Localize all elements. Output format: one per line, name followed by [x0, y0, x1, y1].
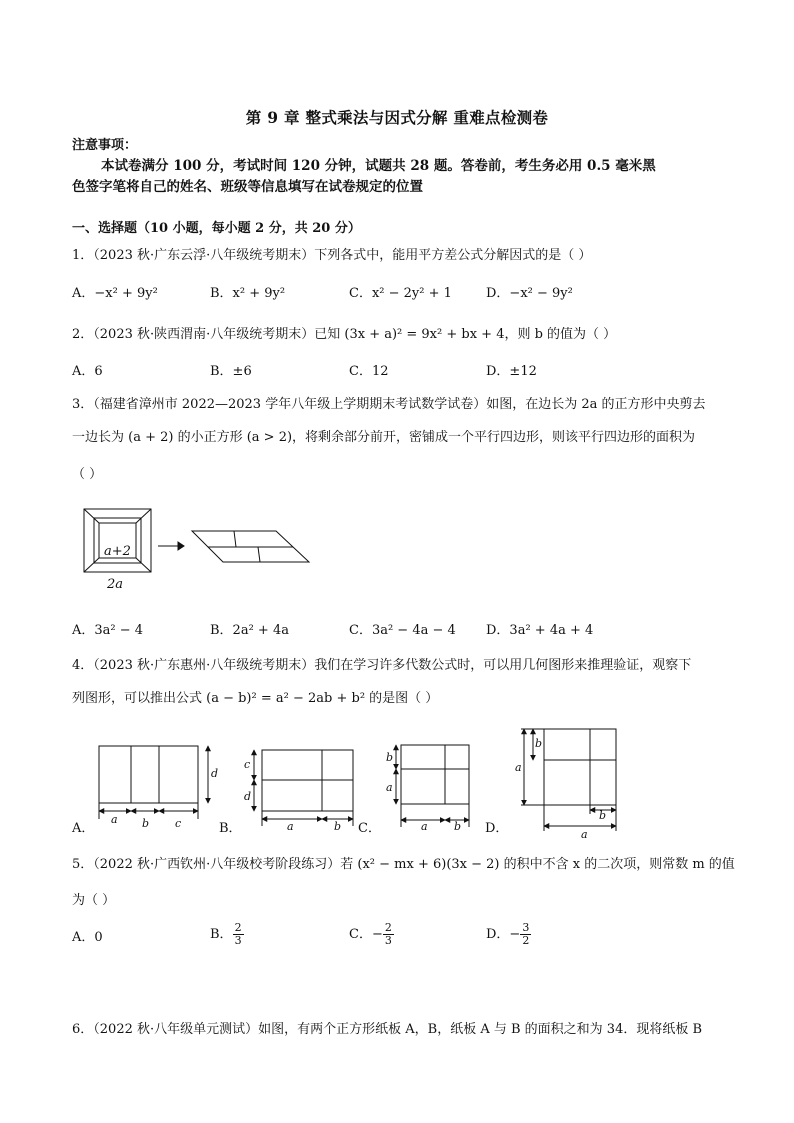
fig-a-label-d: d	[211, 767, 219, 780]
question-1-option-a: A．−x² + 9y²	[72, 286, 158, 301]
question-3-option-b: B．2a² + 4a	[210, 623, 289, 638]
question-4-option-d: D．	[485, 821, 509, 836]
question-5-option-a: A．0	[72, 930, 103, 945]
question-3-option-d: D．3a² + 4a + 4	[486, 623, 594, 638]
question-3-line-2: 一边长为 (a + 2) 的小正方形 (a > 2)，将剩余部分前开，密铺成一个平行四边形，则该平行四边形的面积为	[72, 430, 696, 445]
question-4-option-b: B．	[219, 821, 242, 836]
question-6-line-1: 6．（2022 秋·八年级单元测试）如图，有两个正方形纸板 A，B，纸板 A 与 B 的面积之和为 34．现将纸板 B	[72, 1022, 703, 1037]
fig-b-label-d: d	[244, 790, 252, 803]
question-5-option-d: D．− $\frac{3}{2}$	[486, 921, 530, 947]
q5-b-numerator: 2	[234, 921, 242, 934]
fig-c-label-b2: b	[454, 820, 462, 833]
question-1-stem: 1．（2023 秋·广东云浮·八年级统考期末）下列各式中，能用平方差公式分解因式的是（ ）	[72, 248, 592, 263]
question-3-line-1: 3．（福建省漳州市 2022—2023 学年八年级上学期期末考试数学试卷）如图，在边长为 2a 的正方形中央剪去	[72, 397, 706, 412]
question-4-line-2: 列图形，可以推出公式 (a − b)² = a² − 2ab + b² 的是图（ ）	[72, 691, 439, 706]
fig-b-label-c: c	[244, 758, 251, 771]
q5-c-denominator: 3	[384, 934, 392, 947]
question-3-option-c: C．3a² − 4a − 4	[349, 623, 456, 638]
notice-heading: 注意事项：	[72, 138, 138, 153]
question-3-figure-outer-label: 2a	[107, 577, 124, 592]
fig-c-label-a: a	[386, 781, 393, 794]
fig-d-label-a2: a	[581, 828, 588, 841]
notice-line-2: 色签字笔将自己的姓名、班级等信息填写在试卷规定的位置	[72, 179, 423, 195]
question-2-option-a: A．6	[72, 364, 103, 379]
page-title: 第 9 章 整式乘法与因式分解 重难点检测卷	[245, 108, 549, 127]
question-5-line-2: 为（ ）	[72, 893, 116, 908]
fig-b-label-a: a	[287, 820, 294, 833]
question-4-option-a: A．	[72, 821, 95, 836]
fig-a-label-a: a	[111, 813, 118, 826]
section-heading: 一、选择题（10 小题，每小题 2 分，共 20 分）	[72, 221, 361, 236]
question-4-line-1: 4．（2023 秋·广东惠州·八年级统考期末）我们在学习许多代数公式时，可以用几何图形来推理验证，观察下	[72, 658, 692, 673]
question-3-option-a: A．3a² − 4	[72, 623, 144, 638]
q5-c-numerator: 2	[384, 921, 392, 934]
q5-d-numerator: 3	[522, 921, 530, 934]
q5-d-denominator: 2	[522, 934, 530, 947]
q5-b-denominator: 3	[234, 934, 242, 947]
question-1-option-d: D．−x² − 9y²	[486, 286, 573, 301]
question-5-option-c: C．− $\frac{2}{3}$	[349, 921, 392, 947]
fig-d-label-a: a	[515, 761, 522, 774]
fig-d-label-b: b	[535, 737, 543, 750]
fig-c-label-a2: a	[421, 820, 428, 833]
notice-line-1: 本试卷满分 100 分，考试时间 120 分钟，试题共 28 题。答卷前，考生务必用 0.5 毫米黑	[101, 158, 656, 174]
question-3-line-3: （ ）	[72, 467, 103, 482]
question-2-option-b: B．±6	[210, 364, 252, 379]
fig-b-label-b: b	[334, 820, 342, 833]
question-1-option-b: B．x² + 9y²	[210, 286, 286, 301]
fig-a-label-c: c	[175, 817, 182, 830]
question-2-option-d: D．±12	[486, 364, 537, 379]
question-4-option-c: C．	[358, 821, 381, 836]
question-2-stem: 2．（2023 秋·陕西渭南·八年级统考期末）已知 (3x + a)² = 9x² + bx + 4，则 b 的值为（ ）	[72, 327, 617, 342]
fig-c-label-b: b	[386, 751, 394, 764]
fig-a-label-b: b	[142, 817, 150, 830]
question-5-option-b: B． $\frac{2}{3}$	[210, 921, 242, 947]
question-2-option-c: C．12	[349, 364, 389, 379]
question-3-figure-inner-label: a+2	[104, 544, 131, 559]
question-5-line-1: 5．（2022 秋·广西钦州·八年级校考阶段练习）若 (x² − mx + 6)(3x − 2) 的积中不含 x 的二次项，则常数 m 的值	[72, 857, 735, 872]
question-1-option-c: C．x² − 2y² + 1	[349, 286, 452, 301]
fig-d-label-b2: b	[599, 809, 607, 822]
